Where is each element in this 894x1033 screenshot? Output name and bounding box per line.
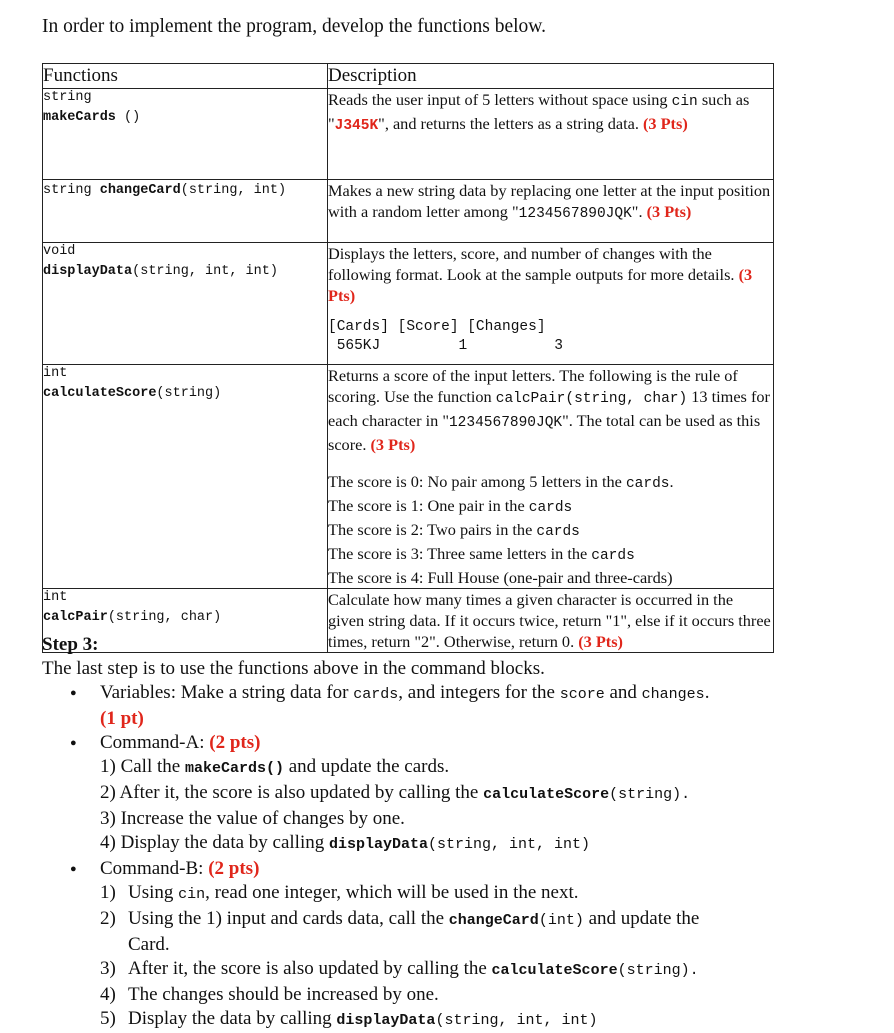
rule-code: cards [536,524,580,540]
step-text: and update the cards. [283,756,450,777]
item-code: cards [353,686,399,703]
function-signature [43,89,328,180]
points-label: (1 pt) [100,708,144,729]
table-row [43,180,774,243]
step-code: (int) [538,912,584,929]
sample-values: 565KJ 1 3 [328,338,563,354]
points-label: (3 Pts) [370,435,416,454]
desc-text: Calculate how many times a given character is occurred in the given string data. If it occurs twice, return "1", else if it occurs three times, return "2". Otherwise, return 0. [328,590,771,651]
table-row [43,365,774,589]
step-text: After it, the score is also updated by calling the [128,958,492,979]
desc-text: ", and returns the letters as a string data. [378,114,643,133]
item-text: Variables: Make a string data for [100,682,354,703]
step-code: (string). [609,786,691,803]
function-signature [43,180,328,243]
function-description [328,180,774,243]
points-label: (3 Pts) [642,114,688,133]
scoring-rule [328,567,773,588]
function-description [328,89,774,180]
step-text: 4) Display the data by calling [100,832,329,853]
function-params: (string) [156,386,222,401]
item-label: Command-B: [100,858,209,879]
function-params: (string, int) [180,183,287,198]
command-step [100,831,709,857]
function-signature [43,365,328,589]
step-text: Using [128,882,179,903]
return-type: int [43,590,68,605]
command-step [100,957,709,983]
rule-text: The score is 4: Full House (one-pair and three-cards) [328,568,673,587]
rule-code: cards [591,548,635,564]
points-label: (3 Pts) [578,632,623,651]
table-row [43,89,774,180]
step-number: 3) [100,958,116,979]
rule-code: cards [528,500,573,516]
scoring-rule [328,471,773,495]
table-header-row [43,64,774,89]
step-text: 1) Call the [100,756,185,777]
command-step [100,983,709,1007]
points-label: (3 Pts) [328,265,753,305]
return-type: string [43,90,92,105]
command-step [100,907,709,933]
intro-text: In order to implement the program, develop the functions below. [42,16,546,37]
desc-text: Makes a new string data by replacing one letter at the input position with a random letter among " [328,181,771,221]
table-row [43,243,774,365]
command-step [100,881,709,907]
function-name: makeCards [43,110,116,125]
scoring-rule [328,543,773,567]
rule-text: The score is 0: No pair among 5 letters in the [328,472,626,491]
desc-text: ". [631,202,647,221]
list-item-command-b [100,857,709,1033]
function-params: () [115,110,141,125]
function-name: calculateScore [43,386,157,401]
step-text: Using the 1) input and cards data, call the [128,908,449,929]
item-text: . [704,682,710,703]
function-params: (string, int, int) [132,264,278,279]
desc-text: ". The total can be used as this score. [328,411,761,454]
step-code: displayData [336,1012,436,1029]
return-type: string [43,183,100,198]
desc-code: J345K [334,118,379,134]
item-code: score [559,686,605,703]
function-name: displayData [43,264,133,279]
desc-code: 1234567890JQK [448,415,563,431]
step-number: 5) [100,1008,116,1029]
step3-section [42,633,709,1033]
rule-text: The score is 1: One pair in the [328,496,529,515]
desc-text: Displays the letters, score, and number of changes with the following format. Look at the sample outputs for more details. [328,244,739,284]
step-code: makeCards() [184,760,284,777]
step-number: 1) [100,882,116,903]
function-name: calcPair [43,610,108,625]
desc-text: such as " [328,90,750,133]
scoring-rule [328,519,773,543]
command-step [100,781,709,807]
step-code: calculateScore [483,786,610,803]
return-type: int [43,366,68,381]
rule-code: cards [625,476,670,492]
desc-code: 1234567890JQK [518,206,632,222]
list-item-variables [100,681,709,731]
rule-tail: . [669,472,674,491]
function-description [328,365,774,589]
step-code: (string). [617,962,699,979]
command-step-continuation: Card. [128,934,170,955]
item-text: and [604,682,642,703]
scoring-rules [328,471,773,588]
item-label: Command-A: [100,732,210,753]
step3-list [42,681,709,1033]
functions-table [42,63,774,653]
command-step [100,755,709,781]
step3-intro: The last step is to use the functions above in the command blocks. [42,658,545,679]
step-text: 2) After it, the score is also updated by calling the [100,782,484,803]
sample-output [328,318,773,356]
step-code: (string, int, int) [435,1012,598,1029]
step-code: changeCard [448,912,539,929]
step-text: and update the [583,908,700,929]
return-type: void [43,244,76,259]
step-code: displayData [329,836,429,853]
sample-header: [Cards] [Score] [Changes] [328,319,546,335]
step-text: Display the data by calling [128,1008,337,1029]
scoring-rule [328,495,773,519]
step-text: , read one integer, which will be used in the next. [205,882,579,903]
desc-code: cin [671,94,698,110]
rule-text: The score is 3: Three same letters in the [328,544,592,563]
header-functions: Functions [43,64,328,89]
function-signature [43,243,328,365]
step-number: 4) [100,984,116,1005]
step-code: cin [178,886,206,903]
function-description [328,243,774,365]
desc-text: 13 times for each character in " [328,387,770,430]
step-code: calculateScore [491,962,618,979]
points-label: (2 pts) [208,858,260,879]
function-name: changeCard [99,183,181,198]
function-params: (string, char) [107,610,222,625]
step-number: 2) [100,908,116,929]
list-item-command-a [100,731,709,857]
points-label: (3 Pts) [646,202,692,221]
desc-text: Returns a score of the input letters. The following is the rule of scoring. Use the function [328,366,738,406]
desc-code: calcPair(string, char) [495,391,688,407]
rule-text: The score is 2: Two pairs in the [328,520,537,539]
item-code: changes [641,686,705,703]
step-code: (string, int, int) [428,836,591,853]
points-label: (2 pts) [209,732,261,753]
desc-text: Reads the user input of 5 letters without space using [328,90,672,109]
command-step: 3) Increase the value of changes by one. [100,808,405,829]
item-text: , and integers for the [398,682,560,703]
step3-title: Step 3: [42,634,99,655]
header-description: Description [328,64,774,89]
step-text: The changes should be increased by one. [128,984,439,1005]
command-step [100,1007,709,1033]
